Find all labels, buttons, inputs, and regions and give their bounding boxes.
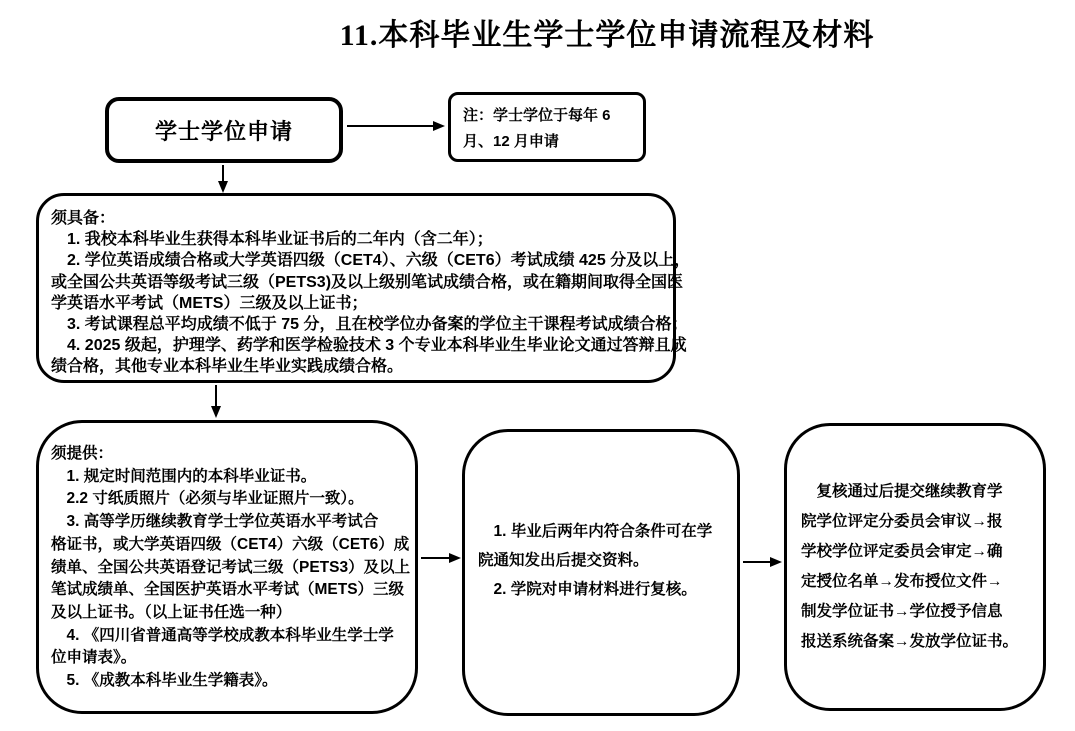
arrow-head-down-icon xyxy=(211,406,221,418)
arrow-line xyxy=(347,125,433,127)
materials-line: 位申请表》。 xyxy=(51,649,137,667)
submit-box xyxy=(462,429,740,716)
requirements-line: 或全国公共英语等级考试三级（PETS3)及以上级别笔试成绩合格，或在籍期间取得全国医 xyxy=(51,273,684,291)
submit-line: 2. 学院对申请材料进行复核。 xyxy=(478,581,697,598)
requirements-line: 1. 我校本科毕业生获得本科毕业证书后的二年内（含二年）； xyxy=(51,231,493,249)
requirements-line: 须具备： xyxy=(51,210,116,227)
materials-line: 1. 规定时间范围内的本科毕业证书。 xyxy=(51,467,317,485)
materials-line: 4. 《四川省普通高等学校成教本科毕业生学士学 xyxy=(51,626,394,644)
requirements-line: 学英语水平考试（METS）三级及以上证书； xyxy=(51,294,368,312)
note-line: 月、12 月申请 xyxy=(463,133,559,150)
materials-line: 及以上证书。（以上证书任选一种） xyxy=(51,603,292,621)
materials-line: 格证书，或大学英语四级（CET4）六级（CET6）成 xyxy=(51,535,410,553)
materials-line: 2.2 寸纸质照片（必须与毕业证照片一致）。 xyxy=(51,490,364,508)
requirements-line: 4. 2025 级起，护理学、药学和医学检验技术 3 个专业本科毕业生毕业论文通过答辩且成 xyxy=(51,337,687,355)
page-title xyxy=(340,10,875,54)
requirements-box xyxy=(36,193,691,383)
requirements-line: 绩合格，其他专业本科毕业生毕业实践成绩合格。 xyxy=(51,358,404,376)
start-box-label: 学士学位申请 xyxy=(154,118,293,144)
approval-process-box xyxy=(784,423,1046,711)
approval-line: 制发学位证书→学位授予信息 xyxy=(801,603,1003,620)
arrow-head-right-icon xyxy=(770,557,782,567)
approval-line: 学校学位评定委员会审定→确 xyxy=(801,543,1003,560)
approval-line: 院学位评定分委员会审议→报 xyxy=(801,513,1003,530)
arrow-head-right-icon xyxy=(433,121,445,131)
approval-line: 定授位名单→发布授位文件→ xyxy=(801,573,1003,590)
approval-line: 复核通过后提交继续教育学 xyxy=(801,483,1003,500)
materials-box xyxy=(36,420,418,714)
materials-line: 笔试成绩单、全国医护英语水平考试（METS）三级 xyxy=(51,581,405,599)
page-title-number: 11. xyxy=(339,19,379,52)
arrow-line xyxy=(215,385,217,408)
note-line: 注：学士学位于每年 6 xyxy=(463,107,611,124)
arrow-line xyxy=(421,557,450,559)
note-box xyxy=(448,92,646,162)
approval-line: 报送系统备案→发放学位证书。 xyxy=(801,633,1019,650)
materials-line: 5. 《成教本科毕业生学籍表》。 xyxy=(51,672,278,690)
submit-line: 院通知发出后提交资料。 xyxy=(478,552,649,569)
materials-line: 3. 高等学历继续教育学士学位英语水平考试合 xyxy=(51,513,379,531)
requirements-line: 2. 学位英语成绩合格或大学英语四级（CET4）、六级（CET6）考试成绩 425 分及以上， xyxy=(51,252,691,270)
start-box xyxy=(105,97,343,163)
submit-line: 1. 毕业后两年内符合条件可在学 xyxy=(478,523,713,540)
arrow-line xyxy=(743,561,771,563)
requirements-line: 3. 考试课程总平均成绩不低于 75 分，且在校学位办备案的学位主干课程考试成绩合格； xyxy=(51,316,688,334)
arrow-head-right-icon xyxy=(449,553,461,563)
materials-line: 绩单、全国公共英语登记考试三级（PETS3）及以上 xyxy=(51,558,411,576)
materials-line: 须提供： xyxy=(51,445,114,462)
page-title-text: 本科毕业生学士学位申请流程及材料 xyxy=(378,19,875,52)
arrow-head-down-icon xyxy=(218,181,228,193)
